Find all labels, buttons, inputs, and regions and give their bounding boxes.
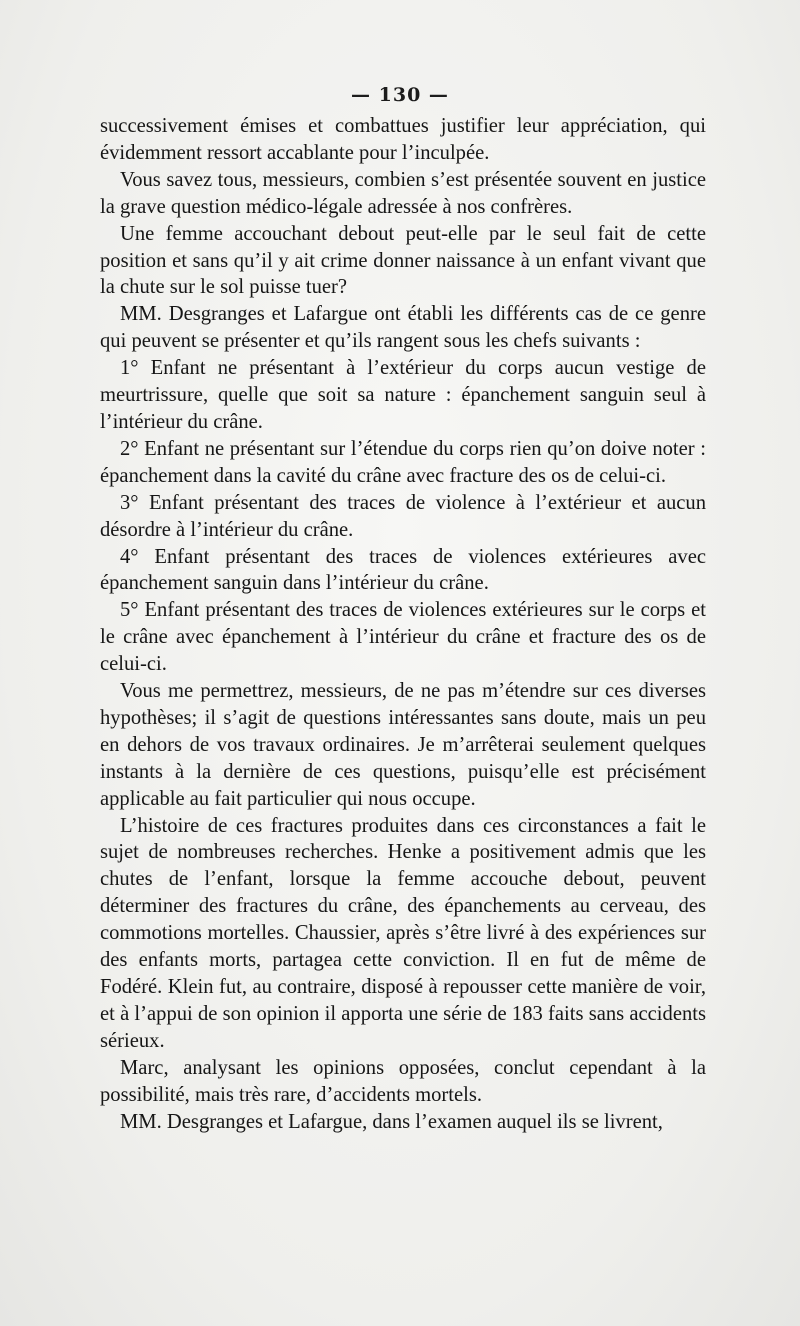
list-item-case-2: 2° Enfant ne présentant sur l’étendue du corps rien qu’on doive noter : épanchement dans la cavité du crâne avec fracture des os de celui-ci. [100,437,706,487]
paragraph: Une femme accouchant debout peut-elle par le seul fait de cette position et sans qu’il y ait crime donner naissance à un enfant vivant que la chute sur le sol puisse tuer? [100,222,706,299]
paragraph: L’histoire de ces fractures produites dans ces circonstances a fait le sujet de nombreuses recherches. Henke a positivement admis que les chutes de l’enfant, lorsque la femme accouche debout, peuvent déterminer des fractures du crâne, des épanchements au cerveau, des commotions mortelles. Chaussier, après s’être livré à des expériences sur des enfants morts, partagea cette conviction. Il en fut de même de Fodéré. Klein fut, au contraire, disposé à repousser cette manière de voir, et à l’appui de son opinion il apporta une série de 183 faits sans accidents sérieux. [100,814,706,1052]
paragraph: MM. Desgranges et Lafargue ont établi les différents cas de ce genre qui peuvent se présenter et qu’ils rangent sous les chefs suivants : [100,303,706,353]
list-item-case-1: 1° Enfant ne présentant à l’extérieur du corps aucun vestige de meurtrissure, quelle que soit sa nature : épanchement sanguin seul à l’intérieur du crâne. [100,357,706,433]
paragraph: Vous me permettrez, messieurs, de ne pas m’étendre sur ces diverses hypothèses; il s’agit de questions intéressantes sans doute, mais un peu en dehors de vos travaux ordinaires. Je m’arrêterai seulement quelques instants à la dernière de ces questions, puisqu’elle est précisément applicable au fait particulier qui nous occupe. [100,680,706,810]
body-text [100,113,706,1135]
paragraph: Vous savez tous, messieurs, combien s’est présentée souvent en justice la grave question médico-légale adressée à nos confrères. [100,168,706,218]
list-item-case-3: 3° Enfant présentant des traces de violence à l’extérieur et aucun désordre à l’intérieur du crâne. [100,491,706,541]
list-item-case-5: 5° Enfant présentant des traces de violences extérieures sur le corps et le crâne avec épanchement à l’intérieur du crâne et fracture des os de celui-ci. [100,599,706,676]
list-item-case-4: 4° Enfant présentant des traces de violences extérieures avec épanchement sanguin dans l’intérieur du crâne. [100,545,706,595]
page-number: — 130 — [351,84,449,106]
paragraph-continuation: successivement émises et combattues justifier leur appréciation, qui évidemment ressort accablante pour l’inculpée. [100,115,706,164]
paragraph: Marc, analysant les opinions opposées, conclut cependant à la possibilité, mais très rare, d’accidents mortels. [100,1056,706,1106]
paragraph: MM. Desgranges et Lafargue, dans l’examen auquel ils se livrent, [120,1110,663,1133]
